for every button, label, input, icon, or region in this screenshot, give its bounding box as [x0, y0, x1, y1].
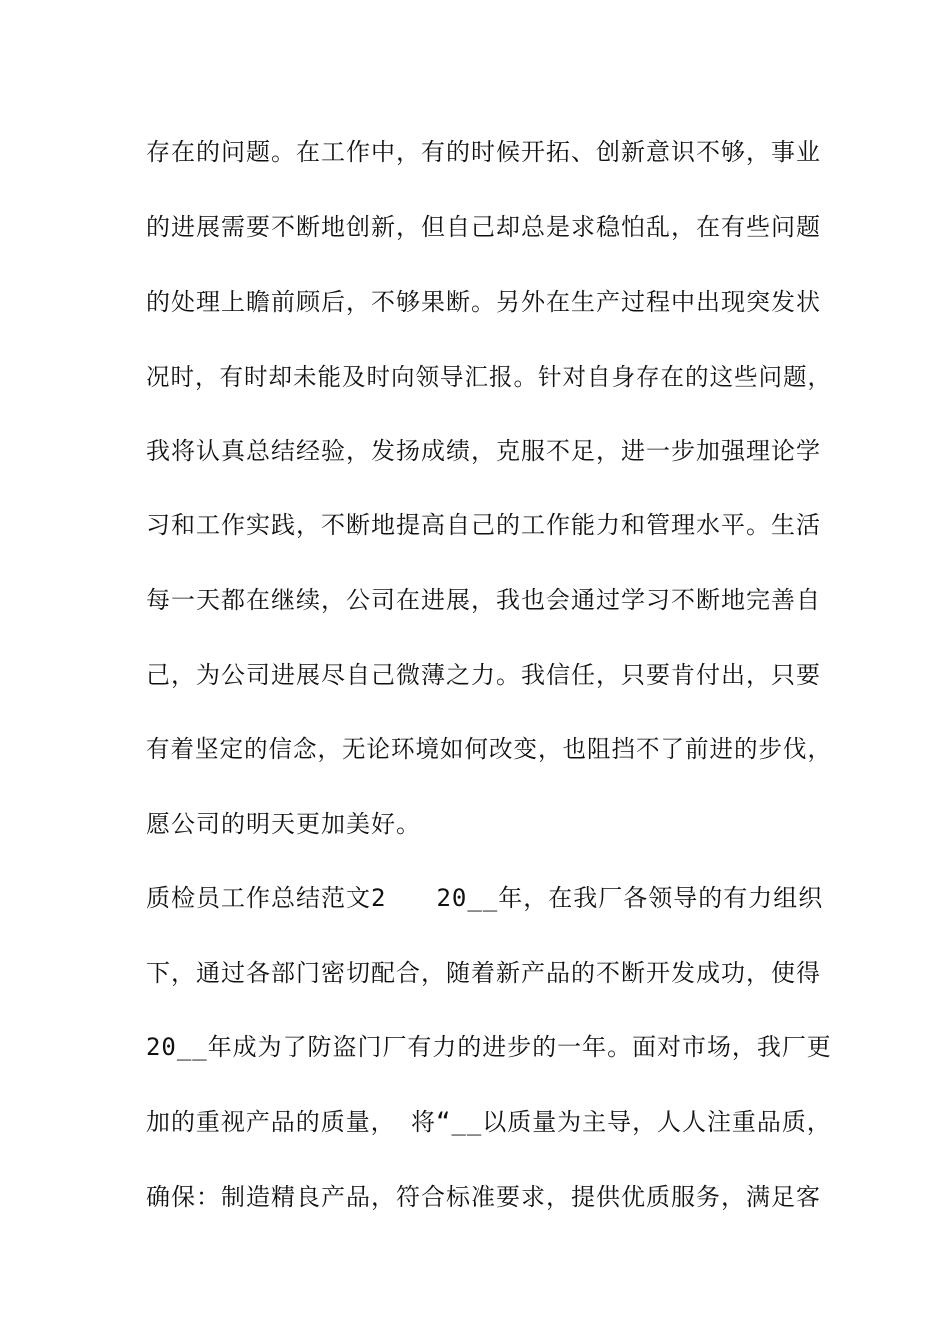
text-line: 每一天都在继续，公司在进展，我也会通过学习不断地完善自	[146, 586, 821, 614]
text-line: 况时，有时却未能及时向领导汇报。针对自身存在的这些问题，	[146, 363, 832, 391]
section-heading-line: 质检员工作总结范文2 20__年，在我厂各领导的有力组织	[146, 884, 824, 912]
text-line: 愿公司的明天更加美好。	[146, 810, 421, 838]
text-line: 有着坚定的信念，无论环境如何改变，也阻挡不了前进的步伐，	[146, 735, 832, 763]
text-line: 确保：制造精良产品，符合标准要求，提供优质服务，满足客	[146, 1183, 821, 1211]
text-line: 习和工作实践，不断地提高自己的工作能力和管理水平。生活	[146, 511, 821, 539]
text-line: 的进展需要不断地创新，但自己却总是求稳怕乱，在有些问题	[146, 213, 821, 241]
text-line: 己，为公司进展尽自己微薄之力。我信任，只要肯付出，只要	[146, 661, 821, 689]
text-line: 的处理上瞻前顾后，不够果断。另外在生产过程中出现突发状	[146, 288, 821, 316]
text-line: 20__年成为了防盗门厂有力的进步的一年。面对市场，我厂更	[146, 1033, 832, 1061]
text-line: 存在的问题。在工作中，有的时候开拓、创新意识不够，事业	[146, 138, 821, 166]
text-line: 下，通过各部门密切配合，随着新产品的不断开发成功，使得	[146, 959, 821, 987]
text-line: 我将认真总结经验，发扬成绩，克服不足，进一步加强理论学	[146, 437, 821, 465]
text-line: 加的重视产品的质量， 将“__以质量为主导，人人注重品质，	[146, 1108, 832, 1136]
